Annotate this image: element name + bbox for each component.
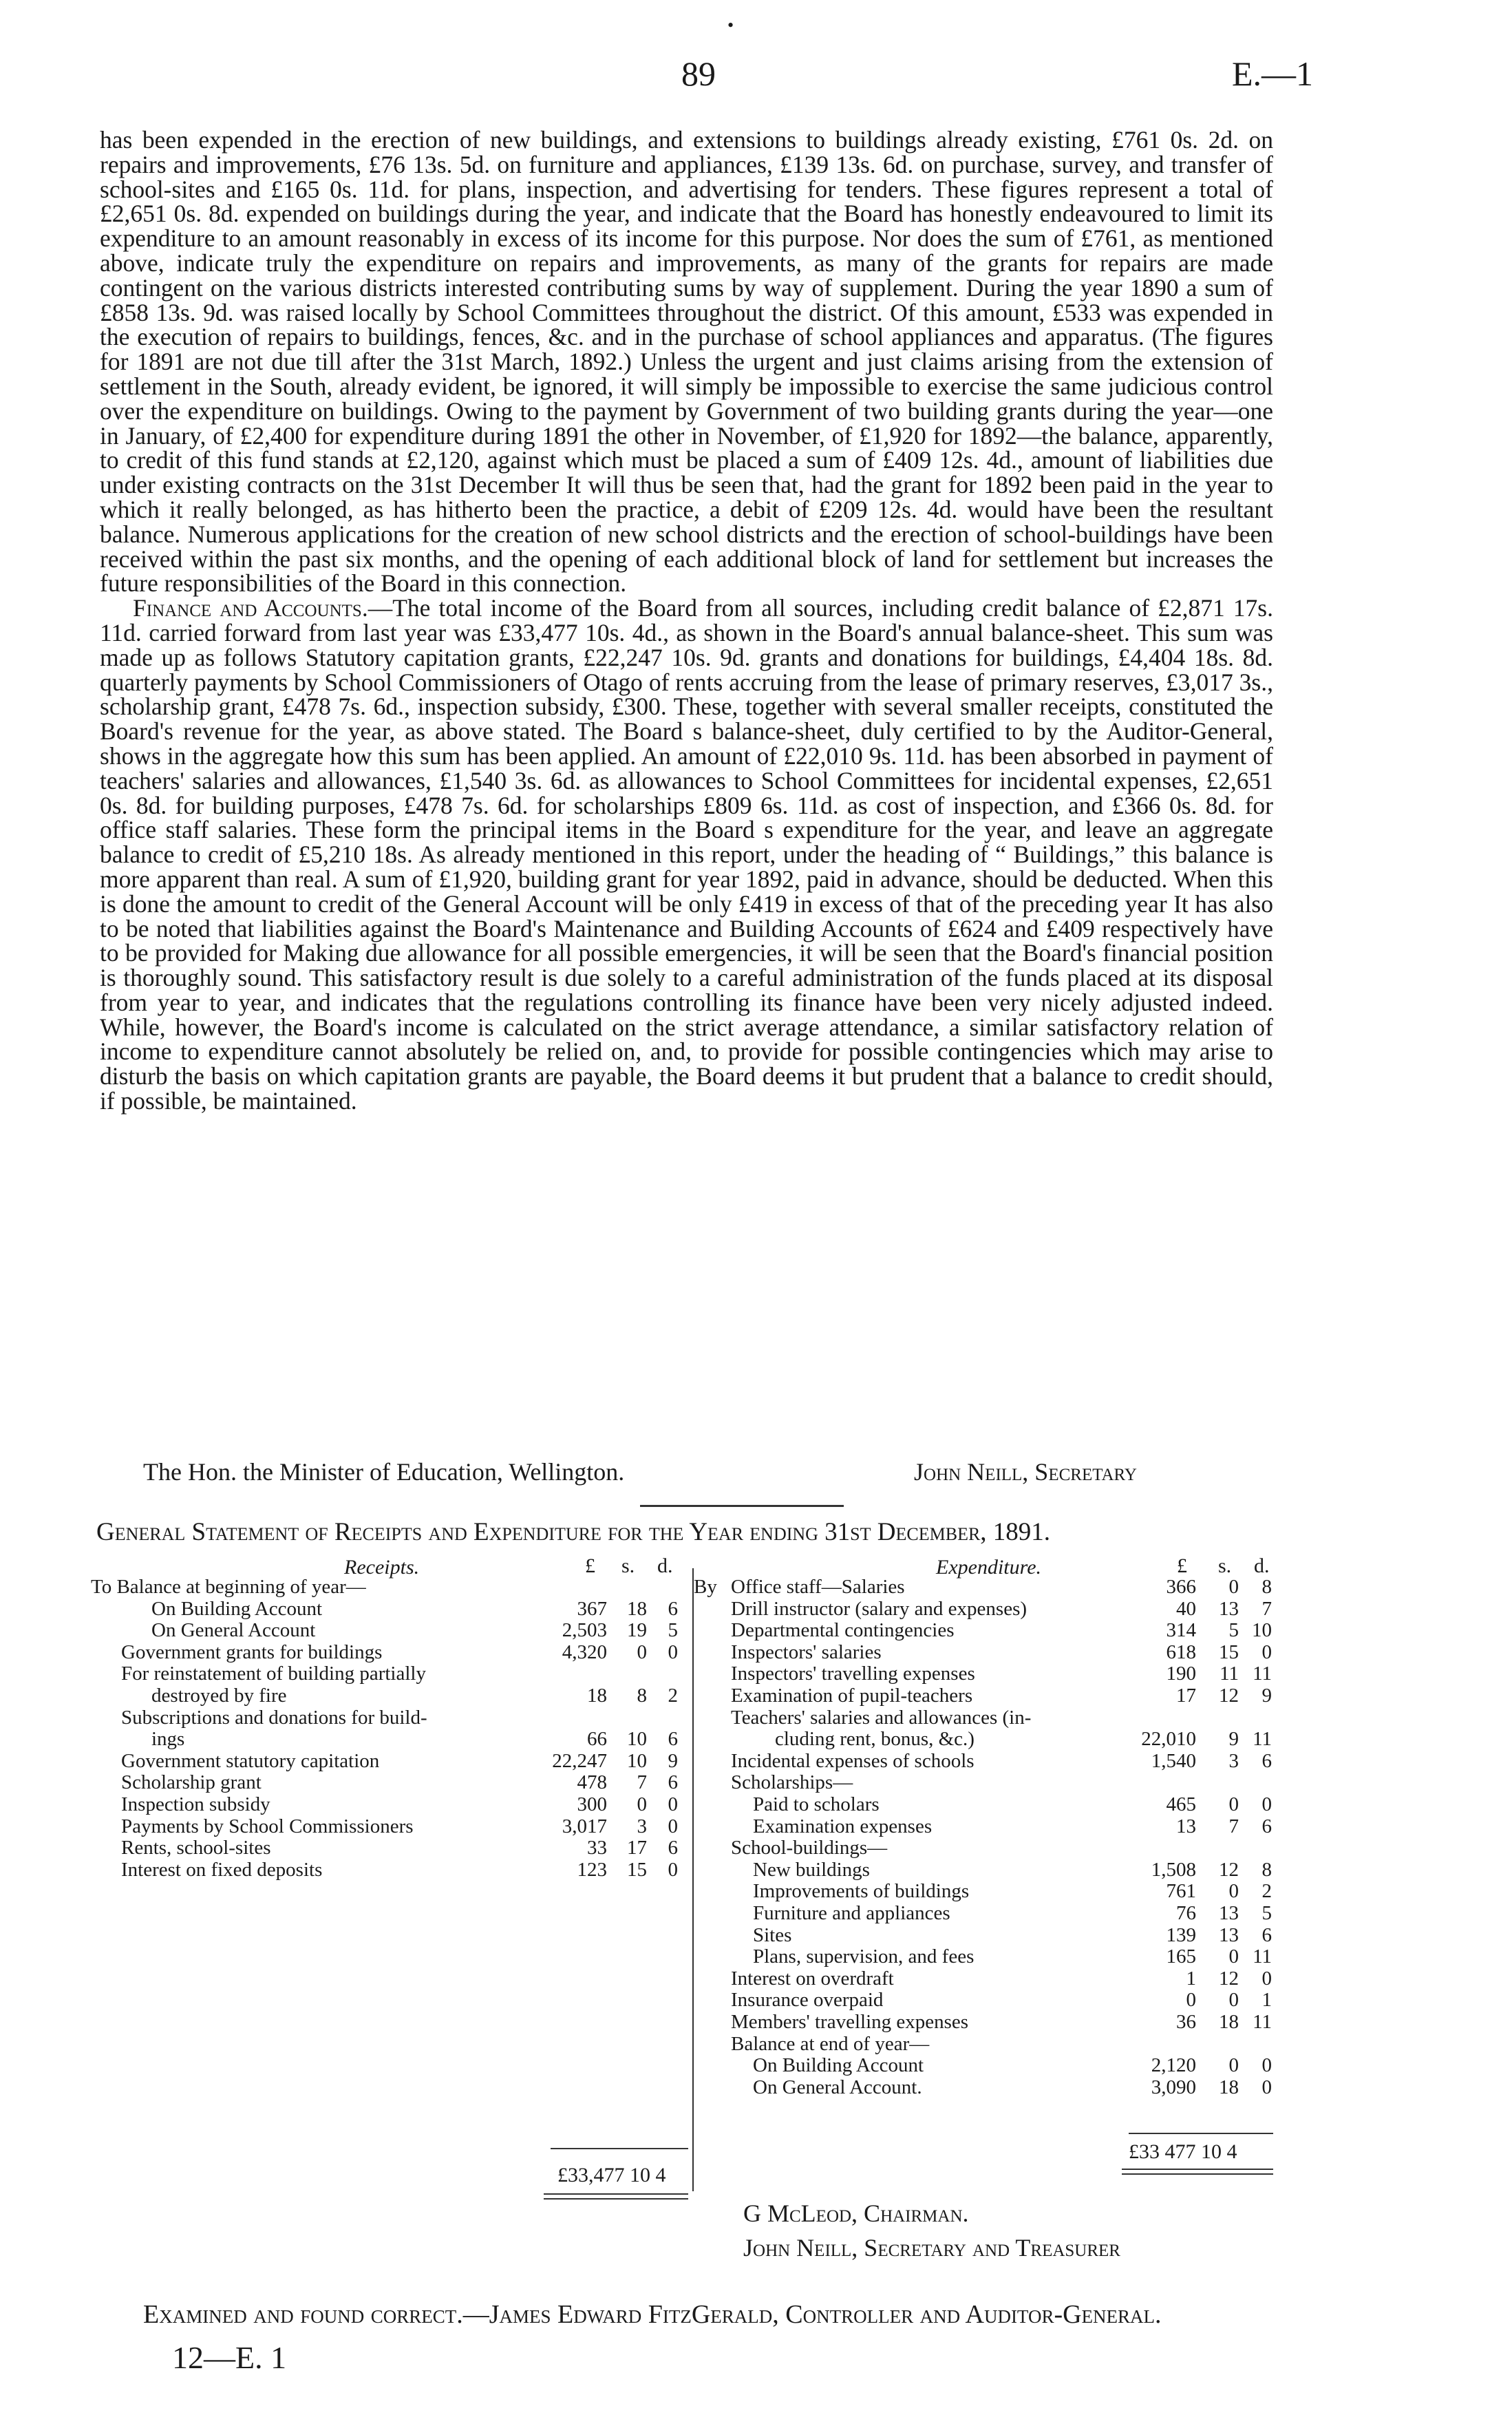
expenditure-row-label: Insurance overpaid <box>731 1989 884 2012</box>
expenditure-amount-pence: 9 <box>1261 1685 1272 1707</box>
receipts-row-label: Inspection subsidy <box>121 1793 270 1815</box>
finance-text: —The total income of the Board from all sources, including credit balance of £2,871 17s. 11d. carried forward from last year was £33,477 10s. 4d., as shown in the Board's annual balance-sheet. This sum was made up as follows Statutory capitation grants, £22,247 10s. 9d. grants and donations for buildings, £4,404 18s. 8d. quarterly payments by School Commissioners of Otago of rents accruing from the lease of primary reserves, £3,017 3s., scholarship grant, £478 7s. 6d., inspection subsidy, £300. These, together with several smaller receipts, constituted the Board's revenue for the year, as above stated. The Board s balance-sheet, duly certified to by the Auditor-General, shows in the aggregate how this sum has been applied. An amount of £22,010 9s. 11d. has been absorbed in payment of teachers' salaries and allowances, £1,540 3s. 6d. as allowances to School Committees for incidental expenses, £2,651 0s. 8d. for building purposes, £478 7s. 6d. for scholarships £809 6s. 11d. as cost of inspection, and £366 0s. 8d. for office staff salaries. These form the principal items in the Board s expenditure for the year, and leave an aggregate balance to credit of £5,210 18s. As already mentioned in this report, under the heading of “ Buildings,” this balance is more apparent than real. A sum of £1,920, building grant for year 1892, paid in advance, should be deducted. When this is done the amount to credit of the General Account will be only £419 in excess of that of the preceding year It has also to be noted that liabilities against the Board's Maintenance and Building Accounts of £624 and £409 respectively have to be provided for Making due allowance for all possible emergencies, it will be seen that the Board's financial position is thoroughly sound. This satisfactory result is due solely to a careful administration of the funds placed at its disposal from year to year, and indicates that the regulations controlling its finance have been very nicely adjusted indeed. While, however, the Board's income is calculated on the strict average attendance, a similar satisfactory relation of income to expenditure cannot absolutely be relied on, and, to provide for possible contingencies which may arise to disturb the basis on which capitation grants are payable, the Board deems it but prudent that a balance to credit should, if possible, be maintained. <box>100 594 1273 1115</box>
expenditure-col-pounds: £ <box>1177 1554 1187 1577</box>
receipts-total: £33,477 10 4 <box>557 2164 666 2186</box>
expenditure-total: £33 477 10 4 <box>1129 2140 1237 2163</box>
expenditure-amount-pounds: 761 <box>1166 1880 1196 1903</box>
expenditure-row-label: cluding rent, bonus, &c.) <box>775 1728 975 1751</box>
expenditure-amount-shillings: 9 <box>1228 1728 1239 1751</box>
expenditure-amount-pence: 2 <box>1261 1880 1272 1903</box>
expenditure-amount-pounds: 22,010 <box>1141 1728 1196 1751</box>
expenditure-amount-pounds: 1,508 <box>1151 1858 1196 1881</box>
receipts-row-label: ings <box>151 1728 185 1751</box>
receipts-amount-shillings: 0 <box>637 1641 647 1663</box>
receipts-amount-shillings: 19 <box>627 1619 647 1642</box>
expenditure-amount-pence: 0 <box>1261 1793 1272 1815</box>
expenditure-col-pence: d. <box>1254 1554 1270 1577</box>
receipts-amount-shillings: 18 <box>627 1597 647 1620</box>
receipts-amount-pence: 0 <box>668 1641 678 1663</box>
expenditure-row-prefix: By <box>694 1576 717 1598</box>
receipts-total-double-rule <box>544 2193 688 2200</box>
expenditure-row-label: Inspectors' travelling expenses <box>731 1663 975 1685</box>
receipts-amount-shillings: 10 <box>627 1749 647 1772</box>
expenditure-amount-pounds: 139 <box>1166 1923 1196 1946</box>
expenditure-amount-shillings: 12 <box>1219 1967 1239 1990</box>
receipts-row-label: Government statutory capitation <box>121 1749 380 1772</box>
receipts-amount-pounds: 22,247 <box>552 1749 607 1772</box>
signature-row <box>143 1457 1272 1488</box>
expenditure-row-label: Balance at end of year— <box>731 2032 930 2055</box>
expenditure-amount-pounds: 76 <box>1176 1902 1196 1924</box>
receipts-amount-pounds: 300 <box>577 1793 607 1815</box>
expenditure-amount-pence: 7 <box>1261 1597 1272 1620</box>
chairman-signature: G McLeod, Chairman. <box>743 2200 969 2227</box>
expenditure-amount-shillings: 0 <box>1228 1989 1239 2012</box>
expenditure-amount-shillings: 7 <box>1228 1815 1239 1837</box>
receipts-row-label: destroyed by fire <box>151 1685 287 1707</box>
statement-title: General Statement of Receipts and Expenditure for the Year ending 31st December, 1891. <box>96 1518 1051 1546</box>
expenditure-amount-pence: 0 <box>1261 2076 1272 2098</box>
expenditure-row-label: Interest on overdraft <box>731 1967 894 1990</box>
expenditure-amount-pence: 0 <box>1261 1641 1272 1663</box>
expenditure-col-shillings: s. <box>1218 1554 1232 1577</box>
print-code: 12—E. 1 <box>172 2340 287 2375</box>
expenditure-amount-pence: 8 <box>1261 1576 1272 1598</box>
receipts-row-label: For reinstatement of building partially <box>121 1663 426 1685</box>
receipts-amount-pence: 5 <box>668 1619 678 1642</box>
receipts-amount-pence: 0 <box>668 1793 678 1815</box>
expenditure-amount-pence: 11 <box>1253 2011 1272 2033</box>
signatory: John Neill, Secretary <box>914 1458 1137 1486</box>
expenditure-amount-pence: 6 <box>1261 1815 1272 1837</box>
expenditure-row-label: Improvements of buildings <box>753 1880 970 1903</box>
expenditure-amount-pounds: 366 <box>1166 1576 1196 1598</box>
expenditure-amount-pence: 0 <box>1261 2054 1272 2077</box>
expenditure-amount-shillings: 18 <box>1219 2011 1239 2033</box>
receipts-amount-pence: 6 <box>668 1771 678 1794</box>
report-body <box>100 128 1273 1114</box>
expenditure-amount-shillings: 18 <box>1219 2076 1239 2098</box>
expenditure-amount-pounds: 0 <box>1186 1989 1196 2012</box>
expenditure-amount-shillings: 12 <box>1219 1858 1239 1881</box>
expenditure-amount-pence: 11 <box>1253 1945 1272 1968</box>
expenditure-amount-shillings: 0 <box>1228 1945 1239 1968</box>
expenditure-row-label: Departmental contingencies <box>731 1619 955 1642</box>
receipts-amount-pence: 2 <box>668 1685 678 1707</box>
expenditure-amount-pence: 1 <box>1261 1989 1272 2012</box>
expenditure-row-label: Furniture and appliances <box>753 1902 950 1924</box>
column-divider <box>692 1568 694 2191</box>
expenditure-amount-pounds: 165 <box>1166 1945 1196 1968</box>
receipts-amount-pence: 6 <box>668 1728 678 1751</box>
expenditure-amount-pence: 10 <box>1252 1619 1272 1642</box>
expenditure-amount-pounds: 314 <box>1166 1619 1196 1642</box>
expenditure-row-label: Members' travelling expenses <box>731 2011 969 2033</box>
expenditure-amount-shillings: 13 <box>1219 1902 1239 1924</box>
expenditure-amount-shillings: 12 <box>1219 1685 1239 1707</box>
page-number: 89 <box>681 54 716 93</box>
section-code: E.—1 <box>1232 54 1314 93</box>
expenditure-amount-shillings: 13 <box>1219 1923 1239 1946</box>
printer-mark: • <box>727 15 734 35</box>
expenditure-row-label: School-buildings— <box>731 1837 888 1859</box>
addressee: The Hon. the Minister of Education, Wellington. <box>143 1458 625 1486</box>
receipts-amount-pounds: 66 <box>587 1728 607 1751</box>
expenditure-amount-shillings: 11 <box>1220 1663 1239 1685</box>
receipts-amount-pence: 6 <box>668 1597 678 1620</box>
expenditure-amount-pounds: 2,120 <box>1151 2054 1196 2077</box>
expenditure-amount-pence: 5 <box>1261 1902 1272 1924</box>
expenditure-amount-pounds: 1 <box>1186 1967 1196 1990</box>
expenditure-amount-pounds: 465 <box>1166 1793 1196 1815</box>
receipts-row-label: To Balance at beginning of year— <box>91 1576 366 1598</box>
expenditure-amount-shillings: 0 <box>1228 1880 1239 1903</box>
expenditure-amount-shillings: 0 <box>1228 2054 1239 2077</box>
expenditure-row-label: On General Account. <box>753 2076 922 2098</box>
receipts-row-label: Interest on fixed deposits <box>121 1858 323 1881</box>
expenditure-amount-pence: 11 <box>1253 1728 1272 1751</box>
receipts-total-rule <box>551 2148 688 2149</box>
expenditure-row-label: Paid to scholars <box>753 1793 880 1815</box>
expenditure-amount-shillings: 13 <box>1219 1597 1239 1620</box>
expenditure-row-label: Drill instructor (salary and expenses) <box>731 1597 1027 1620</box>
receipts-row-label: On General Account <box>151 1619 316 1642</box>
receipts-amount-pence: 0 <box>668 1858 678 1881</box>
expenditure-amount-shillings: 3 <box>1228 1749 1239 1772</box>
receipts-amount-pounds: 18 <box>587 1685 607 1707</box>
expenditure-row-label: Scholarships— <box>731 1771 853 1794</box>
expenditure-row-label: Examination of pupil-teachers <box>731 1685 973 1707</box>
expenditure-amount-pence: 0 <box>1261 1967 1272 1990</box>
expenditure-amount-pounds: 3,090 <box>1151 2076 1196 2098</box>
receipts-row-label: Scholarship grant <box>121 1771 262 1794</box>
receipts-row-label: Rents, school-sites <box>121 1837 271 1859</box>
receipts-heading: Receipts. <box>344 1556 420 1579</box>
expenditure-row-label: Incidental expenses of schools <box>731 1749 975 1772</box>
receipts-amount-pounds: 478 <box>577 1771 607 1794</box>
receipts-amount-shillings: 7 <box>637 1771 647 1794</box>
expenditure-total-double-rule <box>1122 2169 1273 2175</box>
receipts-amount-pounds: 3,017 <box>562 1815 607 1837</box>
receipts-amount-shillings: 3 <box>637 1815 647 1837</box>
expenditure-amount-shillings: 5 <box>1228 1619 1239 1642</box>
receipts-col-shillings: s. <box>621 1554 635 1577</box>
expenditure-row-label: Inspectors' salaries <box>731 1641 882 1663</box>
expenditure-row-label: Sites <box>753 1923 792 1946</box>
receipts-row-label: On Building Account <box>151 1597 323 1620</box>
receipts-amount-shillings: 8 <box>637 1685 647 1707</box>
receipts-col-pounds: £ <box>585 1554 595 1577</box>
receipts-amount-pence: 0 <box>668 1815 678 1837</box>
receipts-row-label: Payments by School Commissioners <box>121 1815 414 1837</box>
expenditure-amount-pounds: 36 <box>1176 2011 1196 2033</box>
expenditure-amount-pence: 8 <box>1261 1858 1272 1881</box>
expenditure-amount-shillings: 15 <box>1219 1641 1239 1663</box>
expenditure-row-label: Teachers' salaries and allowances (in- <box>731 1706 1032 1729</box>
receipts-amount-pounds: 33 <box>587 1837 607 1859</box>
expenditure-amount-shillings: 0 <box>1228 1793 1239 1815</box>
expenditure-amount-pounds: 190 <box>1166 1663 1196 1685</box>
expenditure-total-rule <box>1129 2133 1273 2134</box>
receipts-amount-pounds: 2,503 <box>562 1619 607 1642</box>
expenditure-amount-pence: 6 <box>1261 1923 1272 1946</box>
expenditure-row-label: Office staff—Salaries <box>731 1576 905 1598</box>
finance-heading: Finance and Accounts. <box>133 594 368 622</box>
expenditure-amount-pounds: 13 <box>1176 1815 1196 1837</box>
receipts-amount-shillings: 15 <box>627 1858 647 1881</box>
expenditure-amount-pounds: 17 <box>1176 1685 1196 1707</box>
expenditure-row-label: Plans, supervision, and fees <box>753 1945 975 1968</box>
expenditure-amount-shillings: 0 <box>1228 1576 1239 1598</box>
receipts-amount-pounds: 123 <box>577 1858 607 1881</box>
receipts-amount-shillings: 0 <box>637 1793 647 1815</box>
receipts-col-pence: d. <box>657 1554 673 1577</box>
receipts-amount-shillings: 10 <box>627 1728 647 1751</box>
receipts-amount-pence: 9 <box>668 1749 678 1772</box>
audit-note: Examined and found correct.—James Edward FitzGerald, Controller and Auditor-General. <box>143 2300 1162 2329</box>
secretary-treasurer-signature: John Neill, Secretary and Treasurer <box>743 2234 1120 2261</box>
divider-rule <box>640 1505 844 1507</box>
expenditure-amount-pence: 11 <box>1253 1663 1272 1685</box>
receipts-amount-shillings: 17 <box>627 1837 647 1859</box>
receipts-row-label: Government grants for buildings <box>121 1641 383 1663</box>
expenditure-amount-pence: 6 <box>1261 1749 1272 1772</box>
expenditure-amount-pounds: 618 <box>1166 1641 1196 1663</box>
paragraph-finance <box>100 596 1273 1114</box>
expenditure-row-label: On Building Account <box>753 2054 924 2077</box>
expenditure-row-label: Examination expenses <box>753 1815 933 1837</box>
expenditure-row-label: New buildings <box>753 1858 870 1881</box>
expenditure-amount-pounds: 40 <box>1176 1597 1196 1620</box>
receipts-row-label: Subscriptions and donations for build- <box>121 1706 427 1729</box>
receipts-amount-pounds: 367 <box>577 1597 607 1620</box>
expenditure-heading: Expenditure. <box>936 1556 1042 1579</box>
paragraph-buildings: has been expended in the erection of new buildings, and extensions to buildings already existing, £761 0s. 2d. on repairs and improvements, £76 13s. 5d. on furniture and appliances, £139 13s. 6d. on purchase, survey, and transfer of school-sites and £165 0s. 11d. for plans, inspection, and advertising for tenders. These figures represent a total of £2,651 0s. 8d. expended on buildings during the year, and indicate that the Board has honestly endeavoured to limit its expenditure to an amount reasonably in excess of its income for this purpose. Nor does the sum of £761, as mentioned above, indicate truly the expenditure on repairs and improvements, as many of the grants for repairs are made contingent on the various districts interested contributing sums by way of supplement. During the year 1890 a sum of £858 13s. 9d. was raised locally by School Committees throughout the district. Of this amount, £533 was expended in the execution of repairs to buildings, fences, &c. and in the purchase of school appliances and apparatus. (The figures for 1891 are not due till after the 31st March, 1892.) Unless the urgent and just claims arising from the extension of settlement in the South, already evident, be ignored, it will simply be impossible to exercise the same judicious control over the expenditure on buildings. Owing to the payment by Government of two building grants during the year—one in January, of £2,400 for expenditure during 1891 the other in November, of £1,920 for 1892—the balance, apparently, to credit of this fund stands at £2,120, against which must be placed a sum of £409 12s. 4d., amount of liabilities due under existing contracts on the 31st December It will thus be seen that, had the grant for 1892 been paid in the year to which it really belonged, as has hitherto been the practice, a debit of £209 12s. 4d. would have been the resultant balance. Numerous applications for the creation of new school districts and the erection of school-buildings have been received within the past six months, and the opening of each additional block of land for settlement but increases the future responsibilities of the Board in this connection. <box>100 126 1273 598</box>
expenditure-amount-pounds: 1,540 <box>1151 1749 1196 1772</box>
receipts-amount-pence: 6 <box>668 1837 678 1859</box>
receipts-amount-pounds: 4,320 <box>562 1641 607 1663</box>
